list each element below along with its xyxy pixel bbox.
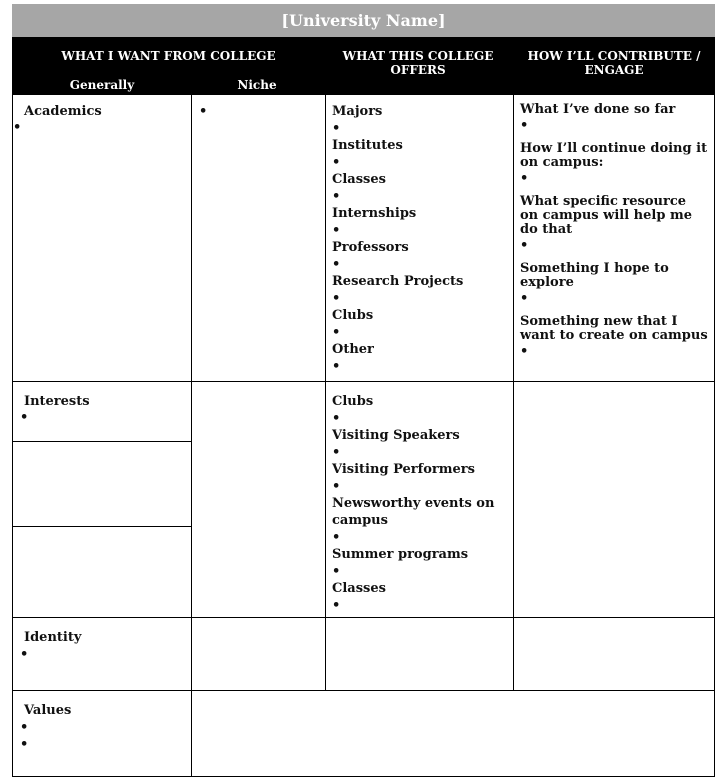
list-item: Newsworthy events on campus: [332, 496, 495, 528]
list-item: Majors: [332, 104, 383, 119]
header-want: WHAT I WANT FROM COLLEGE: [61, 49, 276, 63]
bullet: •: [332, 411, 341, 426]
bullet: •: [332, 189, 341, 204]
header-generally: Generally: [69, 78, 135, 92]
bullet: •: [332, 121, 341, 136]
table-header: [12, 37, 715, 95]
header-offers: WHAT THIS COLLEGE OFFERS: [342, 49, 494, 77]
row-label-academics: Academics: [24, 104, 102, 119]
bullet: •: [332, 155, 341, 170]
list-item: Summer programs: [332, 547, 469, 562]
bullet: •: [332, 359, 341, 374]
list-item: Visiting Speakers: [332, 428, 460, 443]
bullet: •: [332, 445, 341, 460]
row-label-interests: Interests: [24, 394, 90, 409]
list-item: Institutes: [332, 138, 403, 153]
list-item: Classes: [332, 581, 386, 596]
bullet: •: [332, 325, 341, 340]
bullet: •: [332, 564, 341, 579]
bullet: •: [332, 257, 341, 272]
bullet: •: [13, 120, 22, 135]
bullet: •: [199, 104, 208, 119]
bullet: •: [20, 647, 29, 662]
row-label-values: Values: [24, 703, 72, 718]
bullet: •: [332, 479, 341, 494]
academics-contribute-list: [520, 103, 708, 368]
bullet: •: [332, 598, 341, 613]
bullet: •: [520, 291, 529, 306]
bullet: •: [520, 171, 529, 186]
interests-offers-list: [332, 393, 507, 614]
list-item: Clubs: [332, 308, 374, 323]
list-item: What I’ve done so far: [520, 102, 676, 117]
list-item: Visiting Performers: [332, 462, 475, 477]
worksheet-table: [12, 95, 715, 777]
row-label-identity: Identity: [24, 630, 82, 645]
list-item: Professors: [332, 240, 409, 255]
academics-offers-list: [332, 103, 507, 375]
header-contribute: HOW I’LL CONTRIBUTE / ENGAGE: [527, 49, 701, 77]
bullet: •: [20, 720, 29, 735]
list-item: Classes: [332, 172, 386, 187]
bullet: •: [20, 410, 29, 425]
bullet: •: [520, 118, 529, 133]
bullet: •: [332, 291, 341, 306]
bullet: •: [332, 530, 341, 545]
bullet: •: [520, 344, 529, 359]
list-item: How I’ll continue doing it on campus:: [520, 141, 708, 170]
list-item: What specific resource on campus will help me do that: [520, 194, 692, 237]
list-item: Other: [332, 342, 374, 357]
header-niche: Niche: [237, 78, 277, 92]
list-item: Something I hope to explore: [520, 261, 669, 290]
bullet: •: [520, 238, 529, 253]
list-item: Clubs: [332, 394, 374, 409]
bullet: •: [332, 223, 341, 238]
list-item: Something new that I want to create on campus: [520, 314, 708, 343]
list-item: Research Projects: [332, 274, 464, 289]
list-item: Internships: [332, 206, 417, 221]
bullet: •: [20, 737, 29, 752]
university-name-title: [University Name]: [12, 4, 715, 37]
